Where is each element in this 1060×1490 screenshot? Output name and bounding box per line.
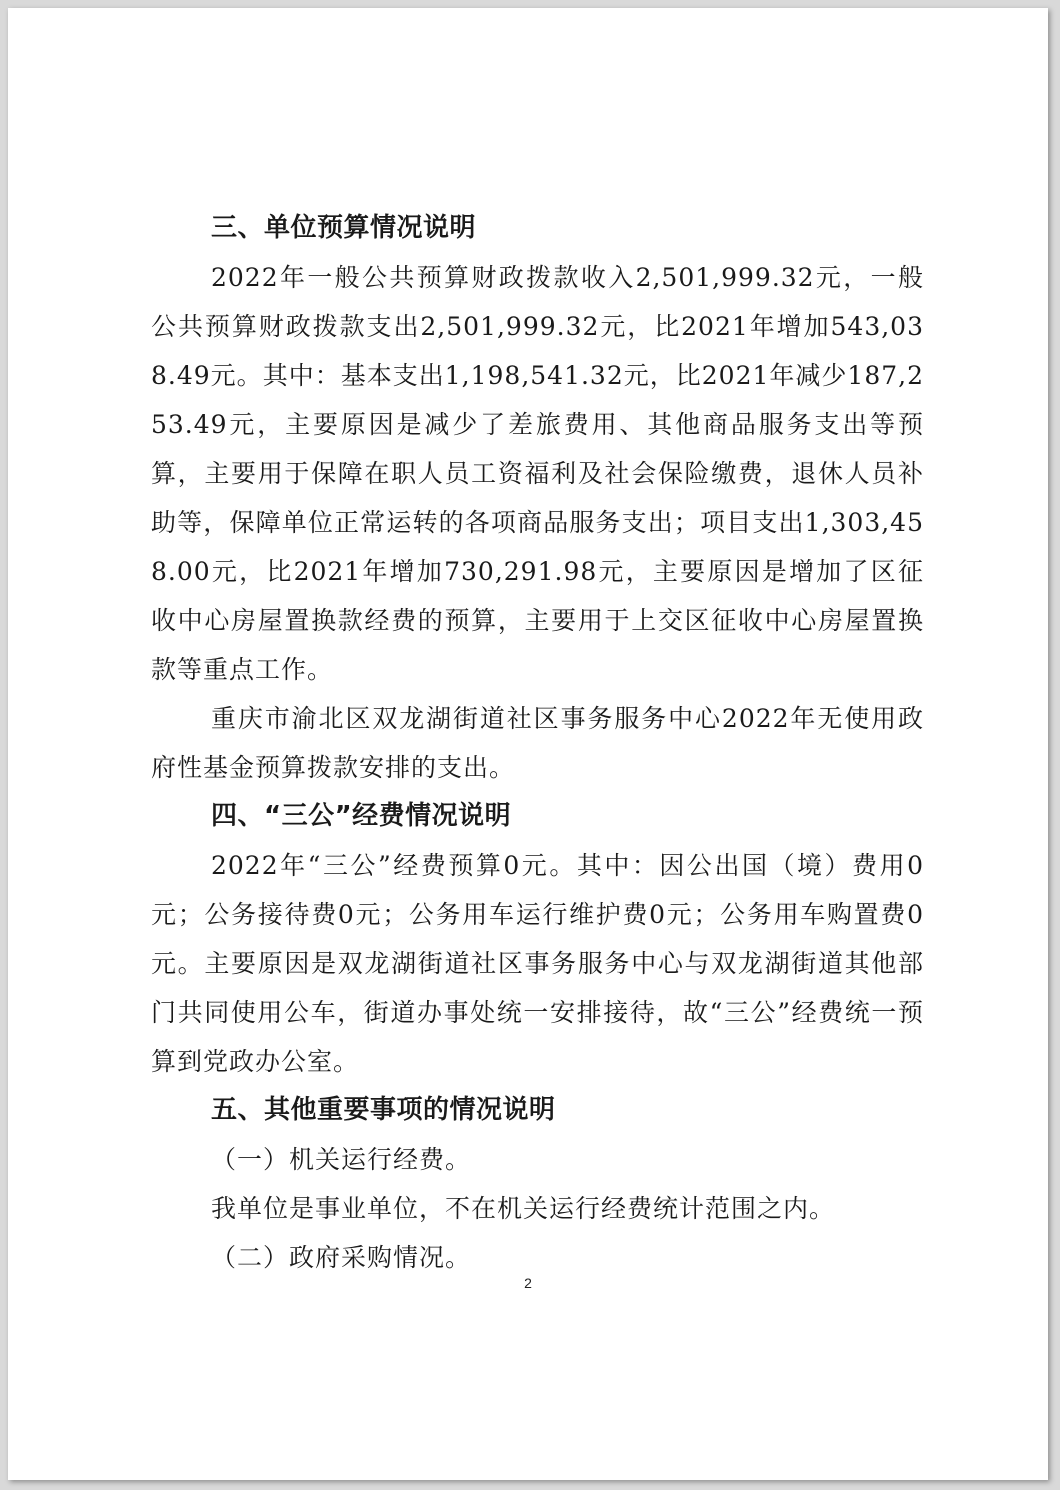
page-number: 2	[524, 1275, 532, 1291]
paragraph-budget-details: 2022年一般公共预算财政拨款收入2,501,999.32元，一般公共预算财政拨款支出2,501,999.32元，比2021年增加543,038.49元。其中：基本支出1,198,541.32元，比2021年减少187,253.49元，主要原因是减少了差旅费用、其他商品服务支出等预算，主要用于保障在职人员工资福利及社会保险缴费，退休人员补助等，保障单位正常运转的各项商品服务支出；项目支出1,303,458.00元，比2021年增加730,291.98元，主要原因是增加了区征收中心房屋置换款经费的预算，主要用于上交区征收中心房屋置换款等重点工作。	[151, 263, 924, 684]
subheading-operating-funds: （一）机关运行经费。	[211, 1145, 472, 1174]
document-page	[8, 8, 1048, 1480]
paragraph-three-public-details: 2022年“三公”经费预算0元。其中：因公出国（境）费用0元；公务接待费0元；公务用车运行维护费0元；公务用车购置费0元。主要原因是双龙湖街道社区事务服务中心与双龙湖街道其他部门共同使用公车，街道办事处统一安排接待，故“三公”经费统一预算到党政办公室。	[151, 851, 924, 1076]
paragraph-government-fund: 重庆市渝北区双龙湖街道社区事务服务中心2022年无使用政府性基金预算拨款安排的支出。	[151, 704, 924, 782]
page-content	[151, 204, 924, 1282]
section-heading-other-matters: 五、其他重要事项的情况说明	[211, 1095, 556, 1125]
section-heading-budget: 三、单位预算情况说明	[211, 213, 477, 243]
subheading-government-procurement: （二）政府采购情况。	[211, 1243, 472, 1272]
paragraph-operating-funds: 我单位是事业单位，不在机关运行经费统计范围之内。	[211, 1194, 836, 1223]
section-heading-three-public: 四、“三公”经费情况说明	[211, 801, 512, 831]
